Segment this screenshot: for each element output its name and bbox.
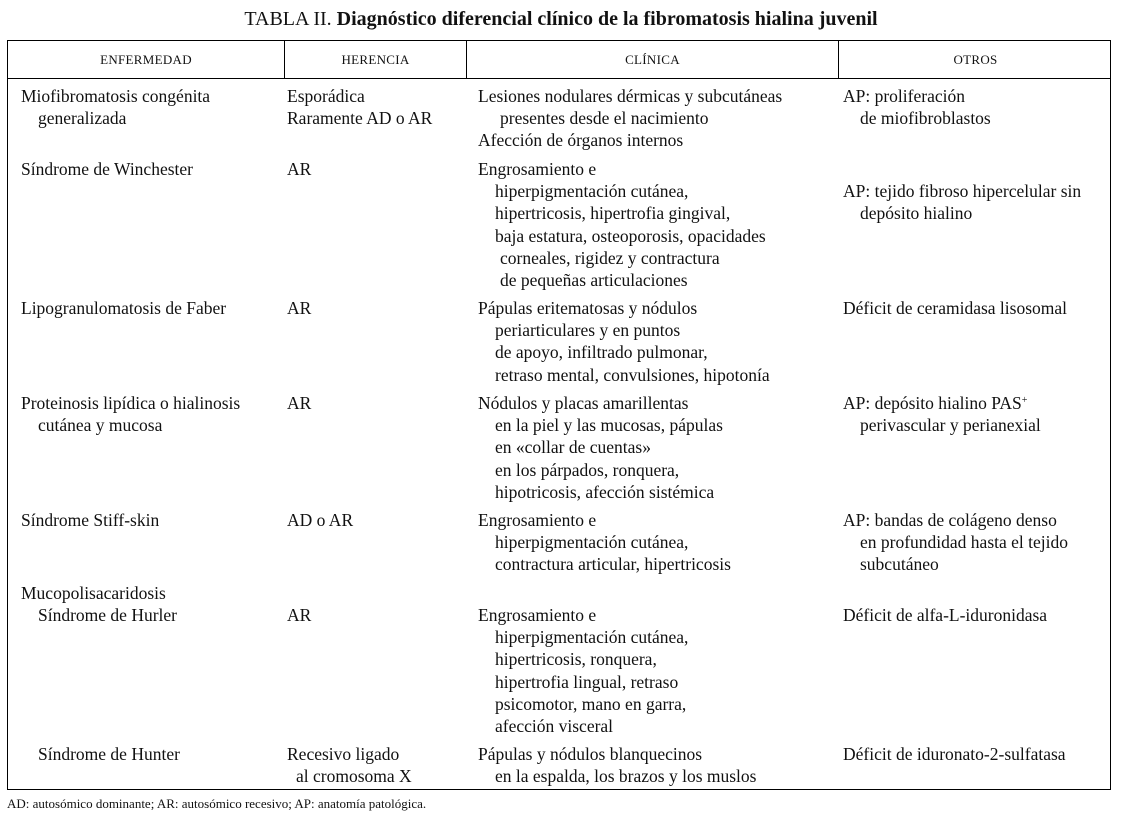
- cell-line: Engrosamiento e: [478, 605, 597, 625]
- cell-line: hiperpigmentación cutánea,: [495, 181, 689, 202]
- cell-line: afección visceral: [495, 716, 614, 737]
- row4-enfermedad: [21, 392, 240, 436]
- row2-enfermedad: [21, 158, 193, 180]
- cell-line: Déficit de alfa-L-iduronidasa: [843, 605, 1048, 625]
- cell-line: Mucopolisacaridosis: [21, 583, 166, 603]
- cell-line: de miofibroblastos: [860, 108, 991, 129]
- row5-herencia: [287, 509, 353, 531]
- row1-otros: [843, 85, 991, 129]
- cell-line: cutánea y mucosa: [38, 415, 163, 436]
- cell-line: Pápulas eritematosas y nódulos: [478, 298, 698, 318]
- cell-line: AR: [287, 159, 312, 179]
- cell-line: de apoyo, infiltrado pulmonar,: [495, 342, 708, 363]
- row3-clinica: [478, 297, 770, 386]
- cell-line: en «collar de cuentas»: [495, 437, 651, 458]
- cell-line: contractura articular, hipertricosis: [495, 554, 731, 575]
- pas-superscript: +: [1021, 395, 1028, 406]
- row2-clinica: [478, 158, 766, 291]
- cell-line: Lesiones nodulares dérmicas y subcutáneas: [478, 86, 783, 106]
- cell-line: hipertrofia lingual, retraso: [495, 671, 679, 692]
- row6-clinica: [478, 604, 688, 737]
- cell-line: Déficit de iduronato-2-sulfatasa: [843, 744, 1066, 764]
- cell-line: en los párpados, ronquera,: [495, 459, 680, 480]
- row5-clinica: [478, 509, 731, 576]
- row3-otros: [843, 297, 1067, 319]
- cell-line: Engrosamiento e: [478, 510, 597, 530]
- cell-line: Síndrome Stiff-skin: [21, 510, 160, 530]
- table-title: [0, 8, 1122, 31]
- cell-line: corneales, rigidez y contractura: [500, 247, 720, 268]
- differential-diagnosis-table: [7, 40, 1111, 790]
- cell-line: AP: tejido fibroso hipercelular sin: [843, 181, 1082, 201]
- table-header-row: [8, 41, 1110, 79]
- row4-otros: [843, 392, 1041, 436]
- header-otros: OTROS: [953, 52, 998, 67]
- cell-line: baja estatura, osteoporosis, opacidades: [495, 225, 766, 246]
- cell-line: perivascular y perianexial: [860, 415, 1041, 436]
- cell-line: AP: depósito hialino PAS: [843, 393, 1022, 413]
- header-clinica: CLÍNICA: [625, 52, 680, 67]
- row2-herencia: [287, 158, 311, 180]
- cell-line: periarticulares y en puntos: [495, 320, 681, 341]
- row6-enfermedad: [21, 582, 177, 626]
- cell-line: de pequeñas articulaciones: [500, 270, 688, 291]
- row1-enfermedad: [21, 85, 210, 129]
- cell-line: hiperpigmentación cutánea,: [495, 532, 689, 553]
- cell-line: AD o AR: [287, 510, 354, 530]
- cell-line: AR: [287, 298, 312, 318]
- cell-line: subcutáneo: [860, 554, 939, 575]
- row6-herencia: [287, 604, 311, 626]
- cell-line: Raramente AD o AR: [287, 108, 433, 129]
- cell-line: AP: bandas de colágeno denso: [843, 510, 1057, 530]
- cell-line: Proteinosis lipídica o hialinosis: [21, 393, 241, 413]
- row7-clinica: [478, 743, 756, 787]
- cell-line: AP: proliferación: [843, 86, 965, 106]
- row3-enfermedad: [21, 297, 226, 319]
- table-number: TABLA II.: [244, 8, 332, 30]
- row3-herencia: [287, 297, 311, 319]
- cell-line: hipertricosis, hipertrofia gingival,: [495, 203, 731, 224]
- cell-line: generalizada: [38, 108, 127, 129]
- row7-enfermedad: [21, 743, 180, 765]
- cell-line: hipotricosis, afección sistémica: [495, 481, 715, 502]
- cell-line: Síndrome de Winchester: [21, 159, 193, 179]
- table-title-text: Diagnóstico diferencial clínico de la fibromatosis hialina juvenil: [336, 8, 878, 30]
- row2-otros: [843, 180, 1081, 224]
- cell-line: Miofibromatosis congénita: [21, 86, 211, 106]
- cell-line: retraso mental, convulsiones, hipotonía: [495, 364, 770, 385]
- cell-line: Síndrome de Hurler: [38, 605, 177, 626]
- cell-line: hipertricosis, ronquera,: [495, 649, 657, 670]
- cell-line: en profundidad hasta el tejido: [860, 532, 1068, 553]
- row1-herencia: [287, 85, 432, 129]
- cell-line: AR: [287, 605, 312, 625]
- cell-line: Recesivo ligado: [287, 744, 400, 764]
- cell-line: psicomotor, mano en garra,: [495, 693, 687, 714]
- cell-line: en la piel y las mucosas, pápulas: [495, 415, 723, 436]
- cell-line: Esporádica: [287, 86, 365, 106]
- row7-otros: [843, 743, 1066, 765]
- cell-line: Afección de órganos internos: [478, 130, 684, 151]
- cell-line: Síndrome de Hunter: [38, 744, 180, 764]
- cell-line: Nódulos y placas amarillentas: [478, 393, 689, 413]
- table-footnote: AD: autosómico dominante; AR: autosómico recesivo; AP: anatomía patológica.: [7, 796, 427, 811]
- header-herencia: HERENCIA: [341, 52, 410, 67]
- cell-line: en la espalda, los brazos y los muslos: [495, 766, 757, 787]
- cell-line: AR: [287, 393, 312, 413]
- cell-line: presentes desde el nacimiento: [500, 108, 709, 129]
- row4-herencia: [287, 392, 311, 414]
- header-enfermedad: ENFERMEDAD: [100, 52, 192, 67]
- cell-line: al cromosoma X: [296, 766, 412, 787]
- row7-herencia: [287, 743, 412, 787]
- cell-line: Déficit de ceramidasa lisosomal: [843, 298, 1068, 318]
- row6-otros: [843, 604, 1047, 626]
- cell-line: Lipogranulomatosis de Faber: [21, 298, 227, 318]
- row4-clinica: [478, 392, 723, 503]
- cell-line: depósito hialino: [860, 203, 973, 224]
- cell-line: hiperpigmentación cutánea,: [495, 627, 689, 648]
- cell-line: Pápulas y nódulos blanquecinos: [478, 744, 703, 764]
- row5-otros: [843, 509, 1068, 576]
- row1-clinica: [478, 85, 782, 152]
- cell-line: Engrosamiento e: [478, 159, 597, 179]
- row5-enfermedad: [21, 509, 159, 531]
